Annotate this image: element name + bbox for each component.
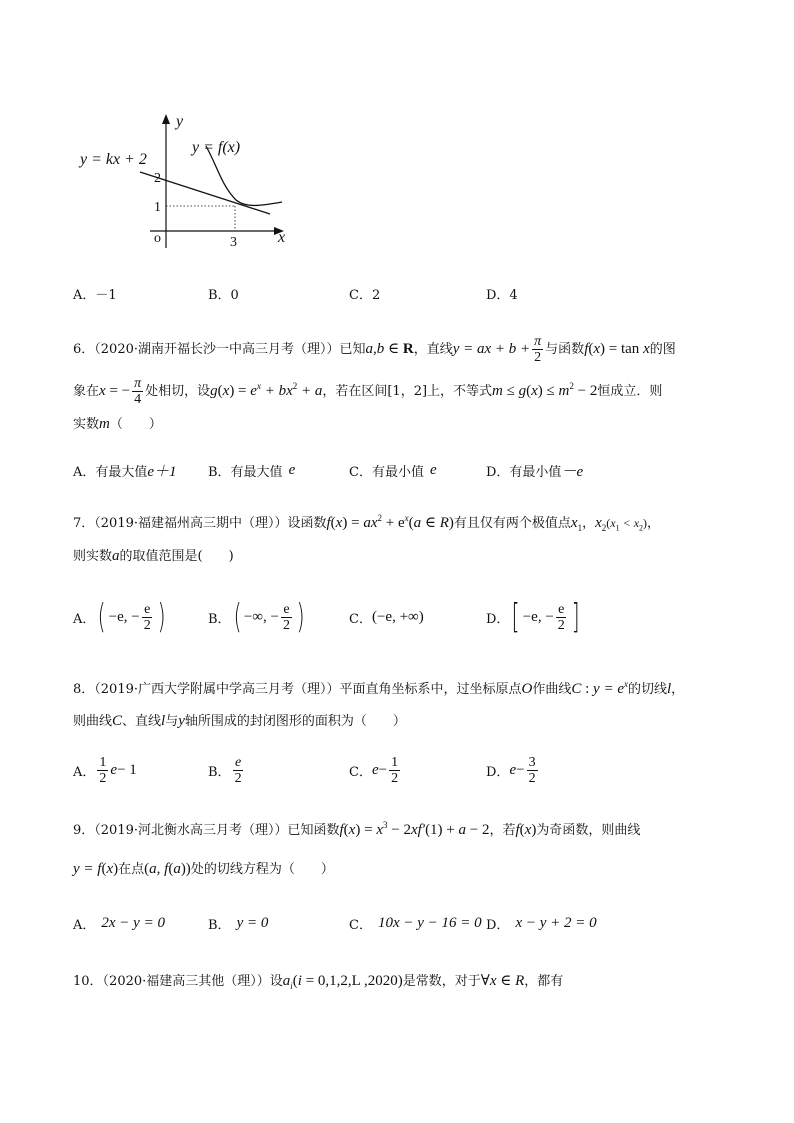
q6-option-c[interactable] [349,455,437,485]
q7-option-d-label: D． [486,611,510,627]
q7-b-val: −∞, − [243,608,279,625]
q7-text: 则实数 [73,549,113,564]
q6-math-x2: x [643,341,650,357]
q9-text: 处的切线方程为（ ） [190,862,334,877]
q9-text: 9．（2019·河北衡水高三月考（理））已知函数 [73,823,340,838]
q6-math-g2: ( [217,383,223,399]
q9-math-p: ( [144,861,150,877]
q7-text: 的取值范围是( ) [119,549,234,564]
q9-option-a-label: A． [73,917,96,933]
q7-math-f6: + $e^x$( [381,513,414,531]
q6-math-g: g [210,383,218,399]
q6-option-d[interactable] [486,455,583,485]
q7-paren-open: ( [233,597,242,637]
q6-line-2 [73,376,662,407]
function-graph-figure [70,108,300,256]
q9-line-2 [73,859,334,880]
line-equation-label: y = kx + 2 [80,151,147,168]
q8-math-comma: ， [671,682,685,697]
q8-math-c: C [112,713,123,729]
q8-math-l: l [667,681,672,697]
q7-option-a-label: A． [73,611,96,627]
q7-option-d[interactable] [486,597,582,637]
q9-option-a-value: 2x − y = 0 [101,914,165,931]
q6-option-c-label: C．有最小值 [349,464,424,480]
q6-option-d-value: －e [561,463,584,480]
tick-label-3: 3 [230,235,237,250]
q6-math-ineq3: x [531,383,538,399]
q9-math-g4: ) [531,822,537,838]
q8-c-val: e [371,761,379,778]
origin-label: o [154,231,161,246]
q6-option-a-value: e＋1 [147,463,177,480]
q8-a-val: e [110,761,118,778]
q7-option-a[interactable] [73,597,168,637]
q9-text: 为奇函数，则曲线 [536,823,641,838]
q9-math-p4: a [173,861,181,877]
q10-text: 10．（2020·福建高三其他（理））设 [73,974,283,989]
q8-option-c[interactable] [349,755,402,785]
q9-option-c[interactable] [349,908,482,938]
q5-options [73,278,733,308]
q7-option-c[interactable] [349,602,424,632]
q9-math-y3: x [106,861,114,877]
q8-text: 、直线 [122,714,162,729]
tick-label-1: 1 [154,200,161,215]
q9-option-d-value: x − y + 2 = 0 [515,914,597,931]
q9-line-1 [73,815,640,841]
q7-options [73,597,733,637]
q7-math-x5: ) [643,516,648,530]
q8-text: 8．（2019·广西大学附属中学高三月考（理））平面直角坐标系中，过坐标原点 [73,682,522,697]
q9-math-f3: x [348,822,356,838]
q7-text: 7．（2019·福建福州高三期中（理））设函数 [73,516,327,531]
q9-math-g2: ( [519,822,525,838]
q9-math-p2: a, f [149,861,169,877]
q9-option-d-label: D． [486,917,510,933]
q8-math-c3: $y = e^x$ [593,679,628,697]
q9-math-y2: ( [101,861,107,877]
q8-b-frac: $\frac{e}{2}$ [234,754,242,786]
q6-math-b: b [376,341,385,357]
q6-math-x: x [593,341,601,357]
tick-label-2: 2 [154,171,161,186]
q6-math-comma: , [373,341,377,357]
q6-math-m: m [99,416,110,432]
q6-frac-pi-2: $\frac{\pi}{2}$ [534,334,542,365]
q9-math-f7: xf′ [410,822,426,838]
q6-option-b-value: e [288,461,296,478]
q5-option-c[interactable]: C．2 [349,287,381,303]
q7-option-b-label: B． [208,611,231,627]
q6-text: 与函数 [545,342,585,357]
q6-text: （ ） [109,417,162,432]
q6-option-a[interactable] [73,455,177,485]
q6-text: ，直线 [413,342,453,357]
q8-c-frac: $\frac{1}{2}$ [391,754,399,786]
q7-math-x2: $x_2$ [595,515,607,533]
q7-math-f5: $ax^2$ [363,513,382,531]
q5-option-d[interactable]: D．4 [486,287,518,303]
q7-a-frac: $\frac{e}{2}$ [143,601,151,633]
q8-option-a[interactable] [73,755,137,785]
q6-frac-pi-4: $\frac{\pi}{4}$ [134,376,142,407]
q7-option-c-label: C． [349,611,372,627]
q9-math-p3: ( [168,861,174,877]
q6-text: 实数 [73,417,100,432]
y-axis-arrow [162,114,170,124]
q9-math-f4: ) = [355,822,377,838]
q7-b-frac: $\frac{e}{2}$ [282,601,290,633]
q10-math-a: $a_i$ [282,973,293,991]
q9-math-y4: ) [113,861,119,877]
q8-line-1 [73,674,684,700]
q8-c-val2: − [378,761,388,778]
q6-text: 的图 [649,342,676,357]
q9-text: ，若 [489,823,516,838]
q9-math-f2: ( [343,822,349,838]
q8-text: 则曲线 [73,714,113,729]
q9-option-b-value: y = 0 [236,914,269,931]
q7-math-a: a [112,548,120,564]
q8-option-b[interactable] [208,755,246,785]
q9-math-y: y = f [73,861,102,877]
q6-option-d-label: D．有最小值 [486,464,562,480]
q8-option-d-label: D． [486,764,510,780]
q7-bracket-open: [ [512,597,521,637]
q6-text: 象在 [73,384,100,399]
q6-line-1 [73,334,676,365]
q6-math-ineq2: ( [526,383,532,399]
q8-d-val2: − [516,761,525,778]
q7-paren-open: ( [98,597,107,637]
q6-option-a-label: A．有最大值 [73,464,148,480]
q7-text: 有且仅有两个极值点 [453,516,571,531]
q8-option-b-label: B． [208,764,231,780]
q9-math-f6: − 2 [387,822,411,838]
q6-math-g3: x [222,383,230,399]
q7-line-2 [73,546,234,567]
q8-text: 与 [165,714,179,729]
q7-c-val: (−e, +∞) [371,608,424,625]
q8-text: 作曲线 [532,682,572,697]
q6-math-g4: ) = [229,383,251,399]
q8-math-l: l [161,713,166,729]
q8-a-frac: $\frac{1}{2}$ [99,754,107,786]
q8-text: 轴所围成的封闭图形的面积为（ ） [184,714,406,729]
q10-math-forall: ∀ [480,973,490,989]
q7-math-x4: $x_1 < x_2$ [610,516,644,533]
q9-text: 在点 [118,862,145,877]
q6-text: 恒成立．则 [597,384,663,399]
q9-math-f5: $x^3$ [376,820,388,838]
q9-math-f8: (1) + [425,822,459,838]
q7-math-f7: a ∈ R [413,515,449,531]
q10-math-a2: ( [292,973,298,989]
q6-math-tan3: ) = tan [600,341,644,357]
q8-text: 的切线 [627,682,667,697]
q9-option-d[interactable] [486,908,597,938]
q8-math-y: y [178,713,185,729]
q6-math-line: y = ax + b + [452,341,531,357]
q8-math-o: O [521,681,533,697]
q9-math-g3: x [524,822,532,838]
q7-math-f: f [326,515,331,531]
q8-option-a-label: A． [73,764,96,780]
q7-a-val: −e, − [108,608,140,625]
y-axis-label: y [176,113,184,130]
q6-math-ineq6: − 2 [573,383,598,399]
q9-options [73,908,733,938]
q7-math-f3: x [335,515,343,531]
q8-math-c2: : [581,681,594,697]
q6-math-ineq: m ≤ g [492,383,527,399]
q6-math-x-eq: x [99,383,106,399]
q6-math-eq: = − [105,383,131,399]
q7-bracket-close: ] [571,597,580,637]
q9-option-c-label: C． [349,917,372,933]
q10-line-1 [73,971,563,996]
q6-text: 处相切，设 [145,384,211,399]
q6-math-g5: $e^x + bx^2 + a$ [250,381,323,399]
q8-option-c-label: C． [349,764,372,780]
q9-option-c-value: 10x − y − 16 = 0 [377,914,482,931]
q7-math-f8: ) [448,515,454,531]
q8-d-frac: $\frac{3}{2}$ [528,754,536,786]
q7-line-1 [73,508,660,538]
q9-math-f10: − 2 [466,822,490,838]
q8-d-val: e [509,761,517,778]
q9-math-g: f [515,822,520,838]
q7-d-val: −e, − [522,608,554,625]
q8-options [73,755,733,785]
q8-line-2 [73,711,406,732]
q6-option-c-value: e [429,461,437,478]
q6-option-b[interactable] [208,455,295,485]
q10-math-a4: = 0,1,2,L ,2020) [301,973,403,989]
q10-text: 是常数，对于 [402,974,481,989]
q6-math-ineq5: $m^2$ [558,381,574,399]
curve-equation-label: y = f(x) [192,139,241,156]
q7-math-x1: $x_1$ [570,515,583,533]
q5-option-b[interactable]: B．0 [208,287,239,303]
q6-option-b-label: B．有最大值 [208,464,283,480]
q8-a-val2: − 1 [117,761,137,778]
q9-math-f9: a [458,822,467,838]
q7-math-f4: ) = [342,515,364,531]
q9-option-a[interactable] [73,908,165,938]
q7-math-x3: ( [606,516,611,530]
q6-text: 6．（2020·湖南开福长沙一中高三月考（理））已知 [73,342,366,357]
q10-math-a3: i [297,973,302,989]
x-axis-label: x [278,229,286,246]
q7-paren-close: ) [157,597,166,637]
q10-text: ，都有 [524,974,564,989]
q6-text: ，若在区间[1，2]上，不等式 [322,384,493,399]
q10-math-forall2: x ∈ R [489,973,525,989]
q7-paren-close: ) [296,597,305,637]
q5-option-a[interactable]: A．－1 [73,287,117,303]
q7-math-comma: ， [582,516,596,531]
q7-math-comma2: ， [647,516,661,531]
q9-math-p5: )) [180,861,191,877]
q7-math-f2: ( [330,515,336,531]
q6-math-tan2: ( [588,341,594,357]
q7-option-b[interactable] [208,597,307,637]
q6-options [73,455,733,485]
q8-math-c: C [571,681,582,697]
q8-option-d[interactable] [486,755,540,785]
q6-math-in: ∈ R [384,341,414,357]
graph-svg [70,108,300,256]
q6-math-tan: f [584,341,589,357]
q9-option-b[interactable] [208,908,268,938]
q6-math-ab: a [365,341,373,357]
q7-d-frac: $\frac{e}{2}$ [557,601,565,633]
q9-option-b-label: B． [208,917,231,933]
q6-line-3 [73,414,162,435]
q6-math-ineq4: ) ≤ [537,383,559,399]
q9-math-f: f [339,822,344,838]
